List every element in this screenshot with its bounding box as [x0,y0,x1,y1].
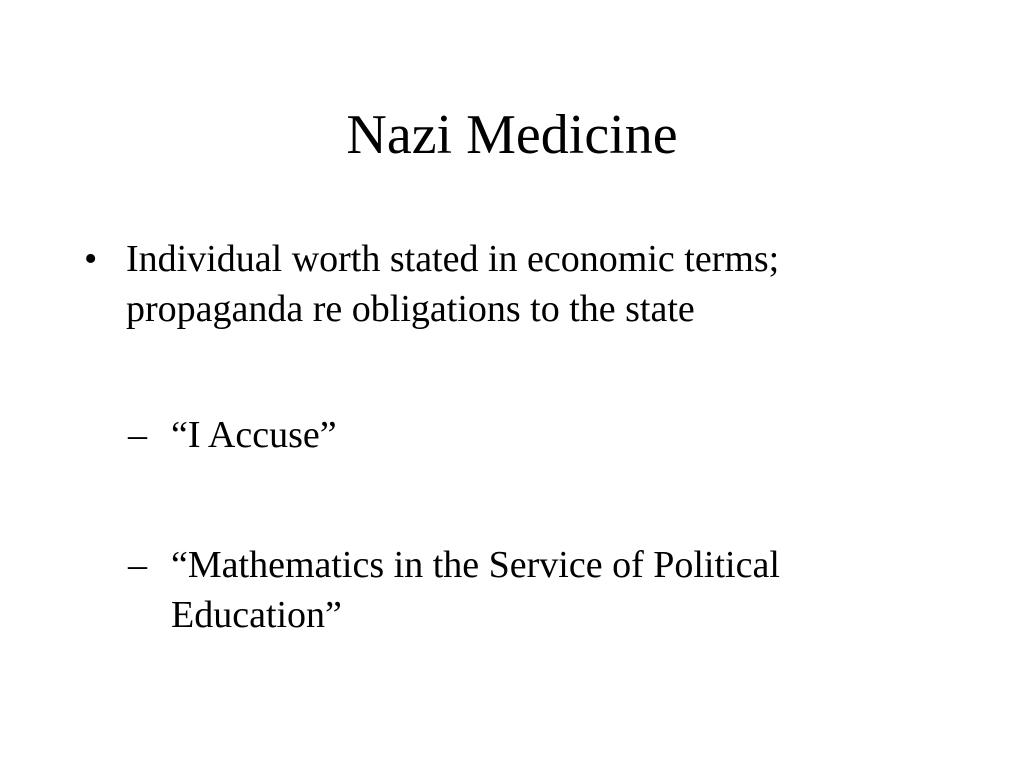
sub-bullet-marker: – [128,544,147,586]
sub-bullet-marker: – [128,414,147,456]
bullet-text: Individual worth stated in economic terms; propaganda re obligations to the state [126,238,780,330]
bullet-item [84,234,944,334]
sub-bullet-text: “I Accuse” [171,414,337,456]
sub-bullet-item [128,410,948,460]
slide-title: Nazi Medicine [346,104,678,166]
sub-bullet-text: “Mathematics in the Service of Political Education” [171,544,780,636]
bullet-marker: • [84,238,98,280]
sub-bullet-item [128,540,948,640]
